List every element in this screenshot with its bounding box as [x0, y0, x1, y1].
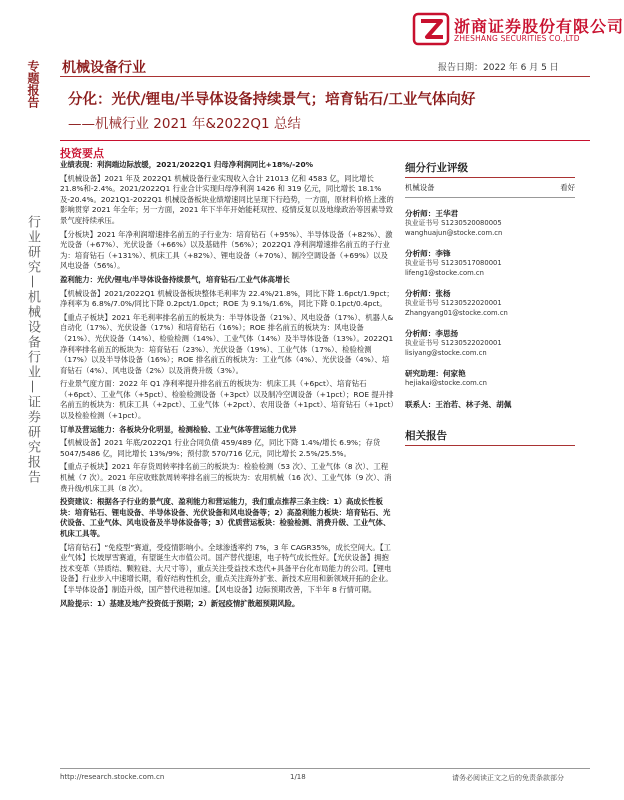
- disclaimer-note: 请务必阅读正文之后的免责条款部分: [452, 774, 564, 782]
- related-rule: [405, 445, 575, 446]
- page-number: 1/18: [290, 773, 306, 781]
- section-orders-heading: 订单及营运能力：各板块分化明显，检测检验、工业气体等营运能力优异: [60, 424, 297, 434]
- analyst-block: [405, 368, 575, 389]
- analyst-email[interactable]: lisiyang@stocke.com.cn: [405, 348, 487, 357]
- rating-row: [405, 182, 575, 193]
- analyst-name: 研究助理：何家艳: [405, 369, 466, 378]
- paragraph: 【机械设备】2021 年底/2022Q1 行业合同负债 459/489 亿，同比下降 1.4%/增长 6.9%；存货 5047/5486 亿，同比增长 13%/9%；预付款 570/716 亿元，同比增长 2.5%/25.5%。: [60, 438, 381, 458]
- analyst-name: 分析师：李锋: [405, 249, 451, 258]
- paragraph: 【重点子板块】2021 年毛利率排名前五的板块为：半导体设备（21%）、风电设备（17%）、机器人&自动化（17%）、光伏设备（17%）和培育钻石（16%）；ROE 排名前五的板块为：风电设备（21%）、光伏设备（14%）、检验检测（14%）、工业气体（14%）及半导体设备（13%）。2022Q1 净利率排名前五的板块为：培育钻石（23%）、光伏设备（19%）、工业气体（17%）、检验检测（17%）以及半导体设备（16%）；ROE 排名前五的板块为：工业气体（4%）、光伏设备（4%）、培育钻石（4%）、风电设备（2%）以及消费升级（3%）。: [60, 312, 394, 375]
- company-name-cn: 浙商证券股份有限公司: [454, 17, 624, 36]
- section-profitability-heading: 盈利能力：光伏/锂电/半导体设备持续景气，培育钻石/工业气体高增长: [60, 274, 290, 284]
- footer-rule: [60, 768, 590, 769]
- rating-bottom-rule: [405, 197, 575, 198]
- analyst-block: [405, 248, 575, 278]
- side-category-label: 行业研究—机械设备行业—证券研究报告: [25, 215, 40, 485]
- sidebar-info: [405, 160, 575, 446]
- analyst-email[interactable]: hejiakai@stocke.com.cn: [405, 379, 487, 387]
- section-performance-heading: 业绩表现：利润端边际放缓，2021/2022Q1 归母净利润同比+18%/-20%: [60, 160, 313, 169]
- report-subtitle: ——机械行业 2021 年&2022Q1 总结: [68, 116, 301, 132]
- analyst-email[interactable]: Zhangyang01@stocke.com.cn: [405, 308, 508, 317]
- analyst-block: [405, 208, 575, 238]
- footer-website-link[interactable]: http://research.stocke.com.cn: [60, 773, 165, 781]
- rating-value: 看好: [560, 183, 575, 192]
- analyst-name: 分析师：李思扬: [405, 329, 459, 338]
- analyst-cert: 执业证书号 S1230522020001: [405, 299, 502, 307]
- paragraph: 行业景气度方面：2022 年 Q1 净利率提升排名前五的板块为：机床工具（+6pct）、培育钻石（+6pct）、工业气体（+5pct）、检验检测设备（+3pct）以及制冷空调设备（+1pct）；ROE 提升排名前五的板块为：机床工具（+2pct）、工业气体（+2pct）、农用设备（+1pct）、培育钻石（+1pct）以及检验检测（+1pct）。: [60, 379, 395, 421]
- side-report-type: 专题报告: [26, 60, 40, 108]
- industry-title: 机械设备行业: [62, 60, 146, 76]
- zheshang-logo-icon: [412, 12, 452, 46]
- report-title: 分化：光伏/锂电/半导体设备持续景气；培育钻石/工业气体向好: [68, 92, 476, 108]
- rating-heading: 细分行业评级: [405, 162, 468, 174]
- paragraph: 【重点子板块】2021 年存货周转率排名前三的板块为：检验检测（53 次）、工业气体（8 次）、工程机械（7 次）。2021 年应收账款周转率排名前三的板块为：农用机械（16 次）、工业气体（9 次）、消费升级/机床工具（8 次）。: [60, 462, 392, 493]
- analyst-email[interactable]: wanghuajun@stocke.com.cn: [405, 228, 503, 237]
- analyst-block: [405, 328, 575, 358]
- analyst-email[interactable]: lifeng1@stocke.com.cn: [405, 268, 484, 277]
- company-name-en: ZHESHANG SECURITIES CO.,LTD: [454, 34, 580, 43]
- paragraph: 【分板块】2021 年净利润增速排名前五的子行业为：培育钻石（+95%）、半导体设备（+82%）、激光设备（+67%）、光伏设备（+66%）以及基础件（56%）；2022Q1 净利润增速排名前五的子行业为：培育钻石（+131%）、机床工具（+82%）、锂电设备（+70%）、制冷空调设备（+69%）以及风电设备（56%）。: [60, 229, 393, 271]
- contact-persons: 联系人：王治若、林子尧、胡佩: [405, 399, 512, 409]
- analyst-cert: 执业证书号 S1230522020001: [405, 339, 502, 347]
- title-rule: [60, 140, 590, 141]
- rating-industry: 机械设备: [405, 183, 435, 192]
- analyst-cert: 执业证书号 S1230520080005: [405, 219, 502, 227]
- company-logo: [412, 12, 624, 48]
- paragraph: 【培育钻石】“免疫型”赛道，受疫情影响小。全球渗透率约 7%，3 年 CAGR35%，成长空间大。【工业气体】长坡厚雪赛道，有望诞生大市值公司。国产替代提速，电子特气成长性好。【光伏设备】拥抱技术变革（异质结、颗粒硅、大尺寸等），重点关注受益技术迭代+具备平台化布局能力的公司。【锂电设备】行业步入中速增长期，看好结构性机会，重点关注海外扩张、新技术应用和新领域开拓的企业。【半导体设备】制造升级，国产替代进程加速。【风电设备】边际预期改善，下半年 8 行情可期。: [60, 542, 393, 594]
- investment-highlights-heading: 投资要点: [60, 147, 104, 160]
- rating-rule: [405, 177, 575, 178]
- paragraph: 【机械设备】2021/2022Q1 机械设备板块整体毛利率为 22.4%/21.8%，同比下降 1.6pct/1.9pct；净利率为 6.8%/7.0%/同比下降 0.2pct/1.0pct；ROE 为 9.1%/1.6%，同比下降 0.1pct/0.4pct。: [60, 288, 394, 309]
- paragraph: 【机械设备】2021 年及 2022Q1 机械设备行业实现收入合计 21013 亿和 4583 亿，同比增长 21.8%和-2.4%。2021/2022Q1 行业合计实现归母净利润 1426 和 319 亿元，同比增长 18.1%及-20.4%。2021Q1-2022Q1 机械设备板块业绩增速同比呈现下行趋势，一方面，原材料价格上涨的影响贯穿 2021 年全年；另一方面，2021 年下半年开始能耗双控、疫情反复以及地缘政治等因素导致景气度持续承压。: [60, 173, 394, 225]
- report-body: [60, 160, 395, 612]
- analyst-cert: 执业证书号 S1230517080001: [405, 259, 502, 267]
- analyst-name: 分析师：王华君: [405, 209, 459, 218]
- investment-advice: 投资建议：根据各子行业的景气度、盈利能力和营运能力，我们重点推荐三条主线：1）高成长性板块：培育钻石、锂电设备、半导体设备、光伏设备和风电设备等；2）高盈利能力板块：培育钻石、光伏设备、工业气体、风电设备及半导体设备等；3）优质营运板块：检验检测、消费升级、工业气体、机床工具等。: [60, 497, 391, 538]
- analyst-name: 分析师：张杨: [405, 289, 451, 298]
- related-reports-heading: 相关报告: [405, 429, 447, 442]
- analyst-block: [405, 288, 575, 318]
- report-date: 报告日期：2022 年 6 月 5 日: [438, 63, 559, 73]
- risk-warning: 风险提示：1）基建及地产投资低于预期；2）新冠疫情扩散超预期风险。: [60, 598, 300, 608]
